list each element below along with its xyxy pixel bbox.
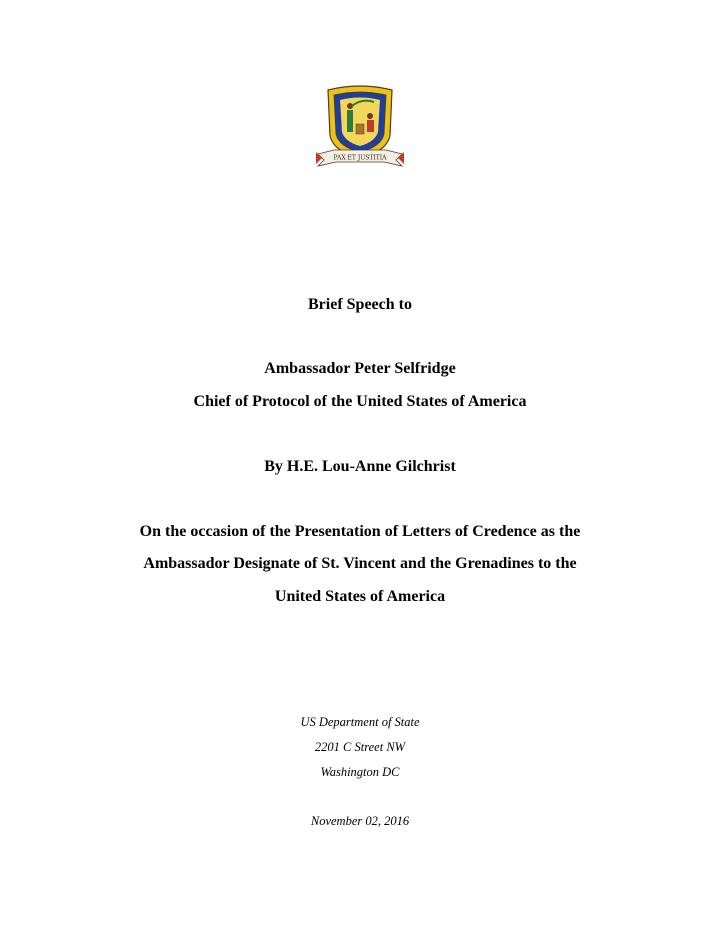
coat-of-arms-emblem bbox=[314, 84, 406, 170]
street-address: 2201 C Street NW bbox=[314, 740, 406, 754]
venue: US Department of State bbox=[300, 715, 420, 729]
recipient-title: Chief of Protocol of the United States of America bbox=[193, 393, 527, 410]
occasion-line-3: United States of America bbox=[274, 588, 446, 605]
speaker-line: By H.E. Lou-Anne Gilchrist bbox=[264, 458, 456, 475]
speech-date: November 02, 2016 bbox=[310, 814, 410, 828]
heading: Brief Speech to bbox=[308, 296, 412, 313]
recipient-name: Ambassador Peter Selfridge bbox=[264, 360, 456, 377]
city: Washington DC bbox=[320, 765, 400, 779]
motto-text: PAX ET JUSTITIA bbox=[333, 154, 387, 162]
occasion-line-1: On the occasion of the Presentation of Letters of Credence as the bbox=[139, 523, 581, 540]
occasion-line-2: Ambassador Designate of St. Vincent and the Grenadines to the bbox=[143, 555, 577, 572]
